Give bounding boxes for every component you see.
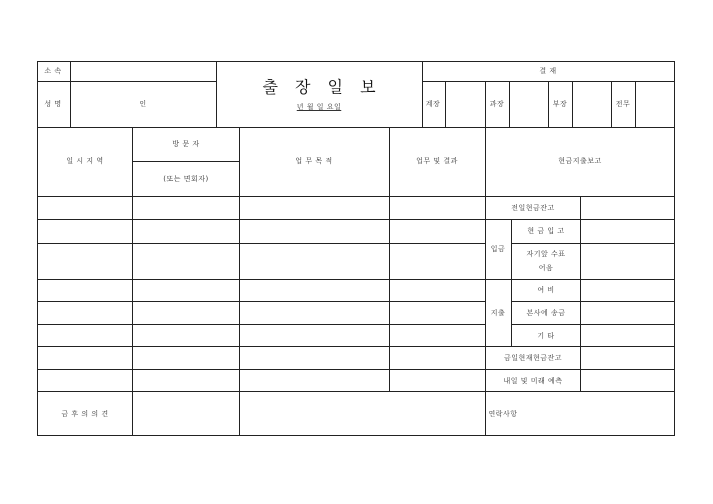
- cash-report-header: 현금지출보고: [558, 157, 602, 165]
- row-line-1: [37, 219, 675, 220]
- row-line-2-right: [511, 243, 675, 244]
- seal-mark: 인: [139, 100, 147, 108]
- expense-label: 지출: [490, 309, 506, 317]
- approval-divider-5: [572, 81, 573, 128]
- border-left: [37, 61, 38, 436]
- row-line-3: [37, 279, 675, 280]
- title-box-left: [216, 61, 217, 128]
- today-balance-label: 금일현재현금잔고: [503, 354, 563, 362]
- page-title: 출 장 일 보: [262, 77, 382, 97]
- title-box-right: [422, 61, 423, 128]
- contact-label: 연락사항: [488, 410, 518, 418]
- approval-divider-7: [635, 81, 636, 128]
- approver-team-lead: 계장: [425, 100, 441, 108]
- prev-balance-label: 전일현금잔고: [511, 204, 555, 212]
- approval-divider-4: [548, 81, 549, 128]
- approval-label: 결 재: [539, 67, 557, 75]
- border-top: [37, 61, 675, 62]
- travel-expense-label: 여 비: [537, 286, 555, 294]
- row-line-4-right: [511, 301, 675, 302]
- row-line-4-left: [37, 301, 486, 302]
- date-line: 년 월 일 요일: [296, 103, 342, 111]
- work-result-header: 업무 및 결과: [416, 157, 458, 165]
- approval-divider-6: [611, 81, 612, 128]
- opinion-label: 금 후 의 의 견: [61, 410, 109, 418]
- cash-in-label: 현 금 입 고: [527, 227, 565, 235]
- row-line-2-left: [37, 243, 486, 244]
- approver-managing-director: 전무: [615, 100, 631, 108]
- visitor-header-split: [132, 161, 240, 162]
- bill-label: 어음: [538, 264, 554, 272]
- column-line-2: [239, 127, 240, 436]
- column-line-3: [389, 127, 390, 391]
- business-trip-report-form: [37, 61, 675, 436]
- row-line-5-left: [37, 324, 486, 325]
- header-label-divider: [70, 61, 71, 128]
- header-row-divider-left: [37, 81, 217, 82]
- name-label: 성 명: [44, 100, 62, 108]
- border-right: [674, 61, 675, 436]
- datetime-place-header: 일 시 지 역: [66, 157, 104, 165]
- cashier-check-label: 자기앞 수표: [526, 250, 566, 258]
- column-line-1: [132, 127, 133, 436]
- approval-divider-3: [509, 81, 510, 128]
- visitor-note: (또는 면회자): [163, 175, 209, 183]
- tomorrow-forecast-label: 내일 및 미래 예측: [503, 377, 563, 385]
- work-goal-header: 업 무 목 적: [295, 157, 333, 165]
- approval-divider-2: [485, 81, 486, 128]
- row-line-7: [37, 369, 675, 370]
- approval-divider-1: [445, 81, 446, 128]
- approver-dept-head: 부장: [552, 100, 568, 108]
- approver-section-chief: 과장: [489, 100, 505, 108]
- visitor-header: 방 문 자: [172, 140, 200, 148]
- affiliation-label: 소 속: [44, 67, 62, 75]
- cash-value-line: [580, 196, 581, 391]
- other-expense-label: 기 타: [537, 332, 555, 340]
- row-line-5-right: [511, 324, 675, 325]
- column-line-4: [485, 127, 486, 436]
- remit-to-hq-label: 본사에 송금: [526, 309, 566, 317]
- row-line-8: [37, 391, 675, 392]
- row-line-6: [37, 346, 675, 347]
- income-label: 입금: [490, 245, 506, 253]
- cash-subgroup-line: [511, 219, 512, 346]
